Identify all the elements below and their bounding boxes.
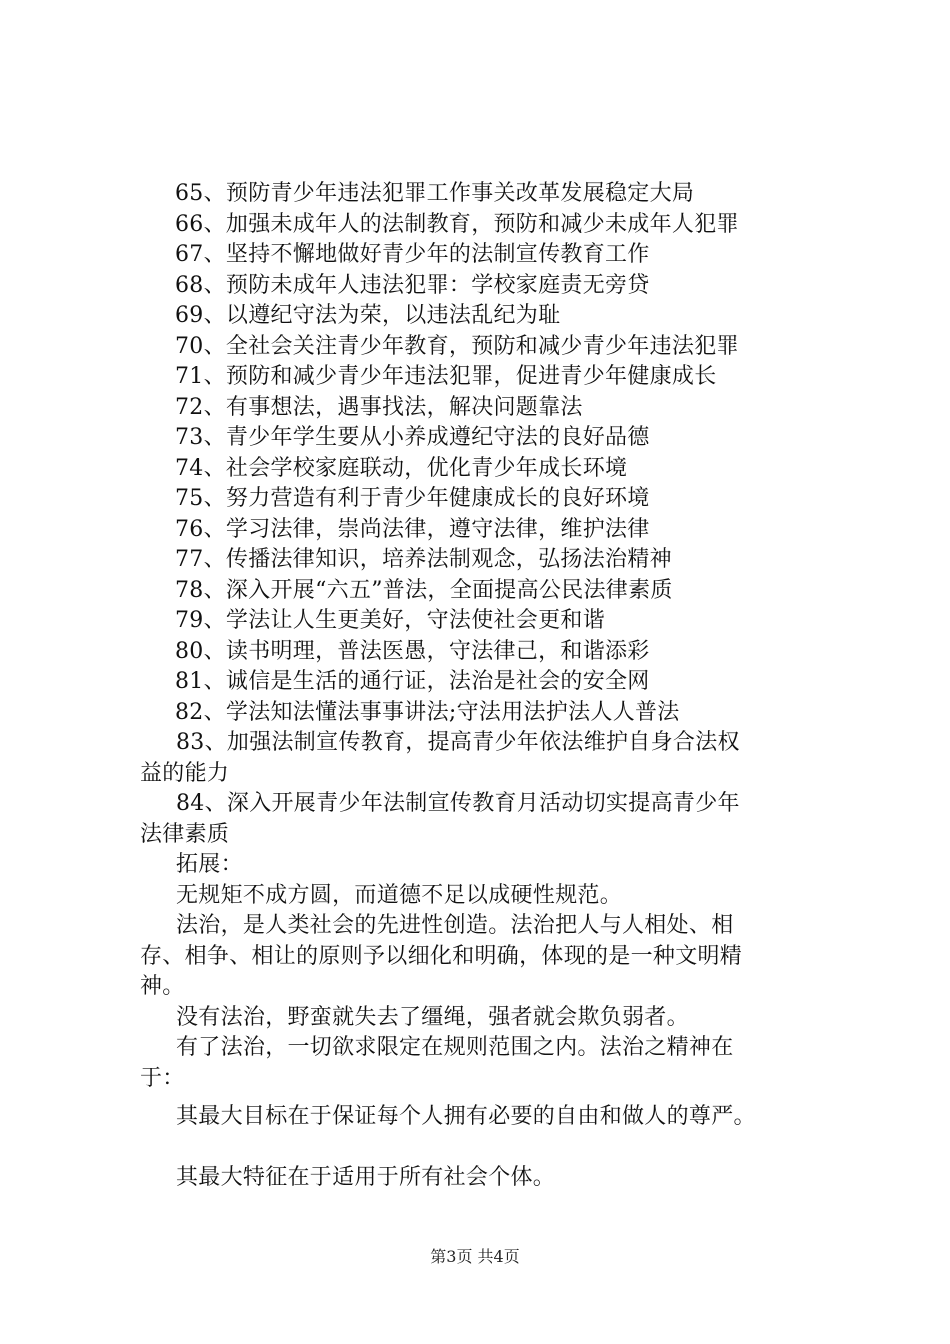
list-item: 78、深入开展“六五”普法，全面提高公民法律素质: [175, 577, 673, 603]
slogan-list: [175, 179, 865, 728]
paragraph: 其最大特征在于适用于所有社会个体。: [176, 1164, 556, 1190]
list-item: 71、预防和减少青少年违法犯罪，促进青少年健康成长: [175, 364, 717, 389]
list-item: 75、努力营造有利于青少年健康成长的良好环境: [175, 486, 650, 511]
list-item: 74、社会学校家庭联动，优化青少年成长环境: [175, 455, 628, 481]
list-item: 81、诚信是生活的通行证，法治是社会的安全网: [175, 669, 650, 694]
list-item: 66、加强未成年人的法制教育，预防和减少未成年人犯罪: [175, 211, 739, 237]
list-item: 69、以遵纪守法为荣，以违法乱纪为耻: [175, 303, 561, 328]
list-item: 80、读书明理，普法医愚，守法律己，和谐添彩: [175, 638, 650, 664]
list-item: 65、预防青少年违法犯罪工作事关改革发展稳定大局: [175, 181, 695, 206]
paragraph-line: 法治，是人类社会的先进性创造。法治把人与人相处、相: [176, 913, 734, 938]
paragraph: 无规矩不成方圆，而道德不足以成硬性规范。: [176, 882, 623, 908]
list-item-83: [140, 728, 830, 789]
paragraph-line: 有了法治，一切欲求限定在规则范围之内。法治之精神在: [176, 1035, 734, 1060]
paragraph: 没有法治，野蛮就失去了缰绳，强者就会欺负弱者。: [176, 1004, 689, 1030]
list-item: 77、传播法律知识，培养法制观念，弘扬法治精神: [175, 547, 672, 572]
list-item: 79、学法让人生更美好，守法使社会更和谐: [175, 608, 605, 633]
list-item: 68、预防未成年人违法犯罪：学校家庭责无旁贷: [175, 272, 650, 298]
page-footer: 第3页 共4页: [430, 1247, 520, 1266]
list-item-line: 益的能力: [140, 760, 230, 786]
list-item-line: 法律素质: [140, 821, 230, 847]
list-item-line: 84、深入开展青少年法制宣传教育月活动切实提高青少年: [176, 791, 740, 816]
list-item: 82、学法知法懂法事事讲法;守法用法护法人人普法: [175, 699, 680, 725]
extension-section: [140, 850, 830, 1193]
list-item: 76、学习法律，崇尚法律，遵守法律，维护法律: [175, 516, 650, 542]
list-item: 72、有事想法，遇事找法，解决问题靠法: [175, 394, 583, 420]
paragraph-line: 存、相争、相让的原则予以细化和明确，体现的是一种文明精: [140, 943, 743, 969]
list-item: 67、坚持不懈地做好青少年的法制宣传教育工作: [175, 242, 650, 267]
paragraph-line: 神。: [140, 974, 185, 999]
list-item-line: 83、加强法制宣传教育，提高青少年依法维护自身合法权: [176, 730, 740, 755]
extension-heading: 拓展：: [176, 852, 243, 877]
list-item-84: [140, 789, 830, 850]
paragraph: 其最大目标在于保证每个人拥有必要的自由和做人的尊严。: [176, 1104, 756, 1129]
list-item: 70、全社会关注青少年教育，预防和减少青少年违法犯罪: [175, 333, 739, 359]
list-item: 73、青少年学生要从小养成遵纪守法的良好品德: [175, 425, 650, 450]
paragraph-line: 于：: [140, 1065, 185, 1091]
